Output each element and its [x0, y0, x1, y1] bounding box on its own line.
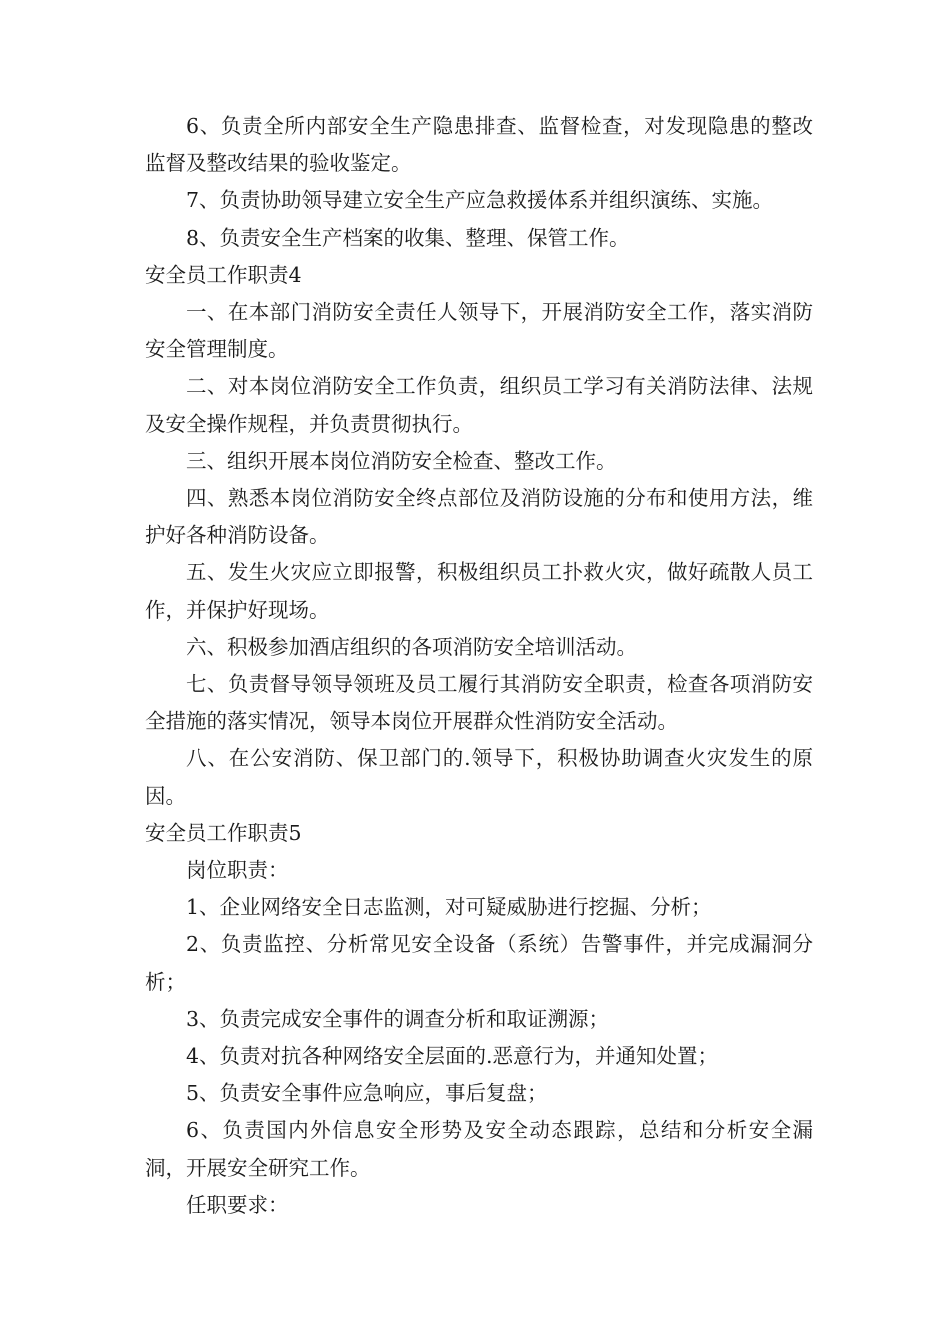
paragraph-fire-3: 三、组织开展本岗位消防安全检查、整改工作。	[186, 448, 617, 473]
section-heading-4: 安全员工作职责4	[145, 262, 302, 287]
document-body	[145, 108, 813, 1224]
paragraph-fire-2: 二、对本岗位消防安全工作负责，组织员工学习有关消防法律、法规及安全操作规程，并负责贯彻执行。	[145, 374, 813, 436]
paragraph-fire-7: 七、负责督导领导领班及员工履行其消防安全职责，检查各项消防安全措施的落实情况，领导本岗位开展群众性消防安全活动。	[145, 672, 813, 734]
paragraph-duty-6: 6、负责全所内部安全生产隐患排查、监督检查，对发现隐患的整改监督及整改结果的验收鉴定。	[145, 114, 813, 176]
section-heading-5: 安全员工作职责5	[145, 820, 302, 845]
paragraph-security-4: 4、负责对抗各种网络安全层面的.恶意行为，并通知处置；	[186, 1044, 719, 1069]
paragraph-security-6: 6、负责国内外信息安全形势及安全动态跟踪，总结和分析安全漏洞，开展安全研究工作。	[145, 1118, 813, 1180]
paragraph-fire-4: 四、熟悉本岗位消防安全终点部位及消防设施的分布和使用方法，维护好各种消防设备。	[145, 486, 813, 548]
paragraph-security-5: 5、负责安全事件应急响应，事后复盘；	[186, 1081, 548, 1106]
subheading-job-duties: 岗位职责：	[186, 858, 289, 883]
paragraph-fire-1: 一、在本部门消防安全责任人领导下，开展消防安全工作，落实消防安全管理制度。	[145, 300, 813, 362]
paragraph-security-1: 1、企业网络安全日志监测，对可疑威胁进行挖掘、分析；	[186, 895, 712, 920]
paragraph-security-3: 3、负责完成安全事件的调查分析和取证溯源；	[186, 1006, 610, 1031]
paragraph-fire-6: 六、积极参加酒店组织的各项消防安全培训活动。	[186, 634, 637, 659]
paragraph-duty-8: 8、负责安全生产档案的收集、整理、保管工作。	[186, 225, 630, 250]
paragraph-fire-8: 八、在公安消防、保卫部门的.领导下，积极协助调查火灾发生的原因。	[145, 746, 813, 808]
subheading-requirements: 任职要求：	[186, 1192, 289, 1217]
paragraph-security-2: 2、负责监控、分析常见安全设备（系统）告警事件，并完成漏洞分析；	[145, 932, 813, 994]
paragraph-fire-5: 五、发生火灾应立即报警，积极组织员工扑救火灾，做好疏散人员工作，并保护好现场。	[145, 560, 813, 622]
paragraph-duty-7: 7、负责协助领导建立安全生产应急救援体系并组织演练、实施。	[186, 188, 774, 213]
